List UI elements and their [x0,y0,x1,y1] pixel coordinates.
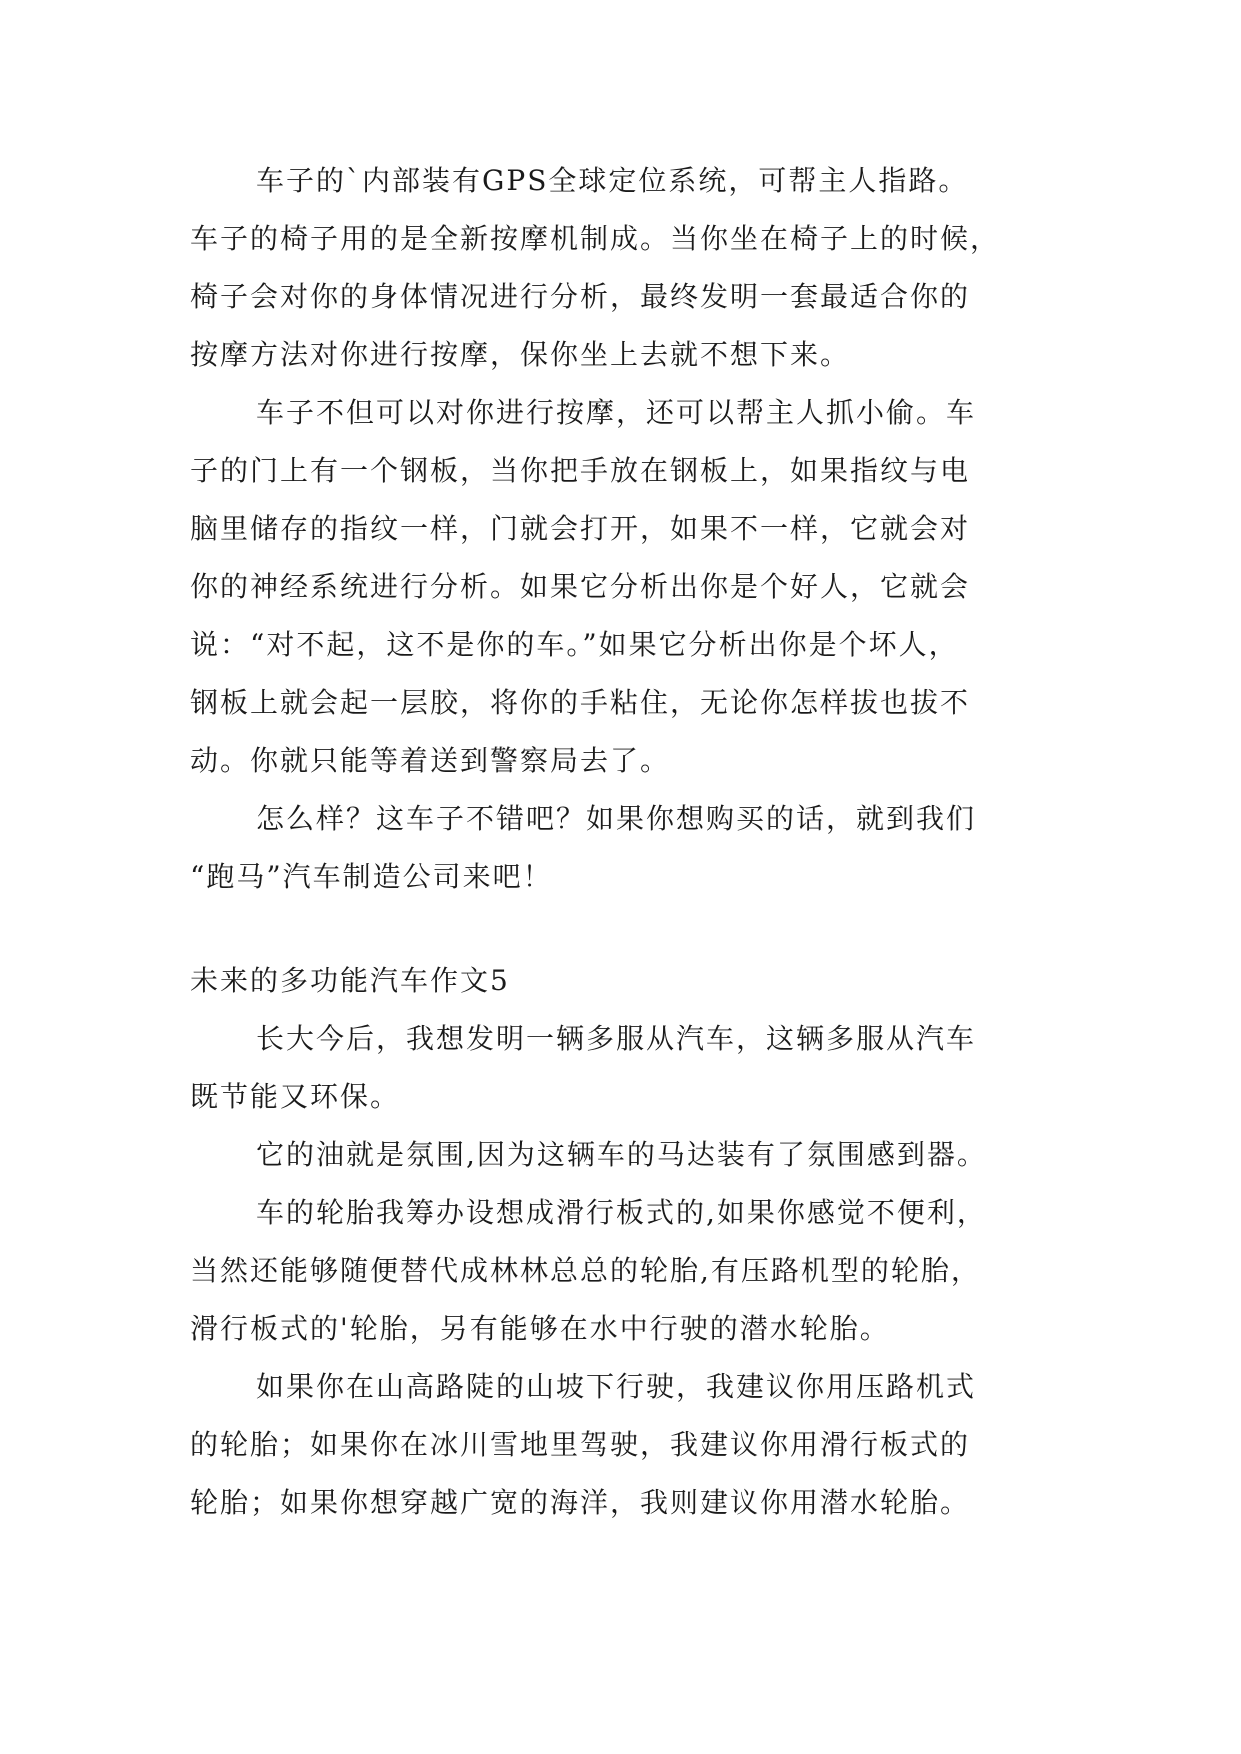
paragraph-line: 车的轮胎我筹办设想成滑行板式的,如果你感觉不便利， [256,1196,987,1229]
paragraph-line: 子的门上有一个钢板，当你把手放在钢板上，如果指纹与电 [190,454,971,487]
paragraph-line: 车子不但可以对你进行按摩，还可以帮主人抓小偷。车 [256,396,977,429]
paragraph-line: 说：“对不起，这不是你的车。”如果它分析出你是个坏人， [190,628,959,661]
paragraph-line: 它的油就是氛围,因为这辆车的马达装有了氛围感到器。 [256,1138,987,1171]
paragraph-line: 按摩方法对你进行按摩，保你坐上去就不想下来。 [190,338,851,371]
essay-title: 未来的多功能汽车作文5 [190,964,510,997]
paragraph-line: 轮胎；如果你想穿越广宽的海洋，我则建议你用潜水轮胎。 [190,1486,971,1519]
paragraph-line: 钢板上就会起一层胶，将你的手粘住，无论你怎样拔也拔不 [190,686,971,719]
paragraph-line: “跑马”汽车制造公司来吧！ [190,860,553,893]
paragraph-line: 怎么样？这车子不错吧？如果你想购买的话，就到我们 [256,802,977,835]
paragraph-line: 的轮胎；如果你在冰川雪地里驾驶，我建议你用滑行板式的 [190,1428,971,1461]
essay-part-2 [190,1010,1070,1532]
paragraph-line: 椅子会对你的身体情况进行分析，最终发明一套最适合你的 [190,280,971,313]
paragraph-line: 既节能又环保。 [190,1080,401,1113]
paragraph-line: 当然还能够随便替代成林林总总的轮胎,有压路机型的轮胎， [190,1254,981,1287]
paragraph-line: 动。你就只能等着送到警察局去了。 [190,744,671,777]
paragraph-line: 脑里储存的指纹一样，门就会打开，如果不一样，它就会对 [190,512,971,545]
paragraph-line: 滑行板式的'轮胎，另有能够在水中行驶的潜水轮胎。 [190,1312,890,1345]
paragraph-line: 车子的椅子用的是全新按摩机制成。当你坐在椅子上的时候， [190,222,1001,255]
paragraph-line: 你的神经系统进行分析。如果它分析出你是个好人，它就会 [190,570,971,603]
document-body [190,152,1070,1532]
paragraph-line: 车子的`内部装有GPS全球定位系统，可帮主人指路。 [256,164,969,197]
essay-part-1 [190,152,1070,906]
paragraph-line: 长大今后，我想发明一辆多服从汽车，这辆多服从汽车 [256,1022,977,1055]
paragraph-line: 如果你在山高路陡的山坡下行驶，我建议你用压路机式 [256,1370,977,1403]
